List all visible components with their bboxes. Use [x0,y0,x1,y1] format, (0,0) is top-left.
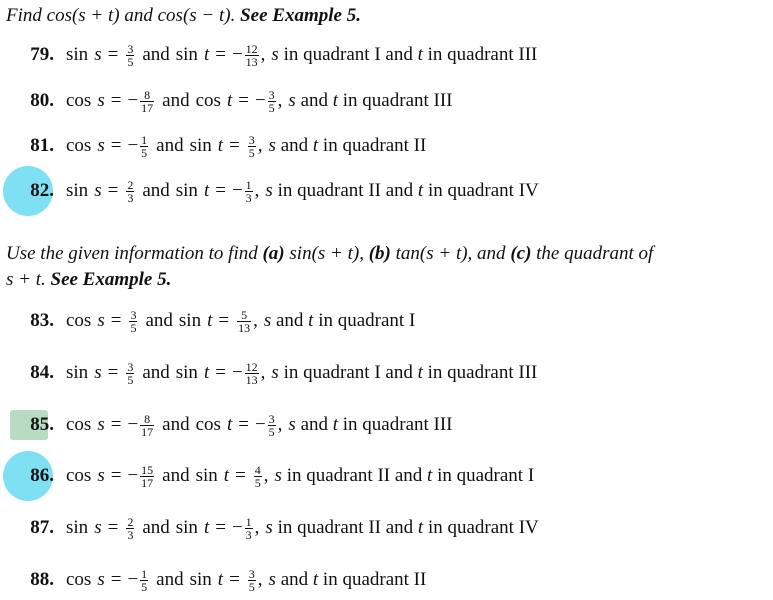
variable-2: t [226,90,233,111]
instruction-2-reference: See Example 5. [50,269,172,290]
function-2: sin [175,44,198,65]
function-2: sin [175,362,198,383]
fraction-2-numerator: 3 [268,411,275,426]
fraction-1-denominator: 17 [141,424,154,439]
equals-1: = [110,310,122,331]
equals-2: = [215,180,226,201]
exercise-82 [0,171,539,211]
exercise-85 [0,405,453,445]
function-1: cos [66,414,92,435]
exercise-80 [0,81,453,121]
connector-and: and [162,90,190,111]
variable-1: s [97,135,105,156]
equals-2: = [229,569,240,590]
instruction-2-part-c: (c) [510,243,532,264]
sign-2: − [231,44,243,65]
equals-2: = [215,517,226,538]
fraction-1-numerator: 2 [127,514,134,529]
exercise-number-text: 84. [30,362,54,383]
exercise-number-text: 88. [30,569,54,590]
equals-2: = [235,465,246,486]
connector-and: and [156,569,184,590]
sign-1: − [127,569,139,590]
fraction-1-denominator: 5 [141,579,148,594]
fraction-2-denominator: 5 [268,100,275,115]
exercise-86 [0,456,534,496]
exercise-88 [0,560,426,600]
exercise-number-text: 81. [30,135,54,156]
function-1: cos [66,90,92,111]
fraction-2-denominator: 3 [245,527,252,542]
fraction-2-numerator: 12 [245,41,258,56]
exercise-number-text: 79. [30,44,54,65]
quadrant-condition: s in quadrant II and t in quadrant IV [265,517,539,538]
fraction-2-denominator: 5 [254,475,261,490]
fraction-2-denominator: 5 [268,424,275,439]
variable-2: t [223,465,230,486]
variable-1: s [97,465,105,486]
fraction-1 [140,464,154,489]
exercise-expression: cos s = − $\frac{15}{17}$ and sin t = $\frac{4}{5}$ , s in quadrant II and t in quadrant I [66,462,535,490]
variable-2: t [203,180,210,201]
sign-1: − [127,90,139,111]
fraction-2 [245,179,253,204]
equals-1: = [107,362,119,383]
function-1: sin [66,180,89,201]
instruction-2-line-2 [6,268,171,292]
quadrant-condition: s and t in quadrant III [288,90,453,111]
quadrant-condition: s in quadrant II and t in quadrant IV [265,180,539,201]
fraction-2-numerator: 3 [248,132,255,147]
sign-2: − [231,362,243,383]
fraction-1-numerator: 3 [127,359,134,374]
exercise-expression: cos s = − $\frac{8}{17}$ and cos t = − $\frac{3}{5}$ , s and t in quadrant III [66,411,453,439]
equals-2: = [215,44,226,65]
variable-1: s [94,44,102,65]
function-2: sin [189,135,212,156]
exercise-number [0,569,54,591]
exercise-number [0,44,54,66]
exercise-expression: cos s = − $\frac{1}{5}$ and sin t = $\frac{3}{5}$ , s and t in quadrant II [66,132,427,160]
fraction-1-denominator: 5 [141,145,148,160]
quadrant-condition: s in quadrant II and t in quadrant I [274,465,535,486]
fraction-2-denominator: 5 [248,579,255,594]
sign-2: − [254,414,266,435]
exercise-number [0,465,54,487]
exercise-expression: sin s = $\frac{3}{5}$ and sin t = − $\frac{12}{13}$ , s in quadrant I and t in quadrant III [66,41,538,69]
fraction-2 [248,568,256,593]
exercise-expression: sin s = $\frac{3}{5}$ and sin t = − $\frac{12}{13}$ , s in quadrant I and t in quadrant III [66,359,538,387]
quadrant-condition: s and t in quadrant II [268,569,427,590]
function-2: sin [195,465,218,486]
sign-1: − [127,135,139,156]
equals-1: = [110,90,122,111]
fraction-2 [237,309,251,334]
instruction-2-text-g: the quadrant of [531,243,654,264]
equals-2: = [238,414,249,435]
fraction-1 [140,413,154,438]
equals-2: = [229,135,240,156]
instruction-2-text-e: tan(s + t), and [390,243,511,264]
equals-2: = [218,310,230,331]
variable-2: t [203,517,210,538]
variable-1: s [94,362,102,383]
equals-1: = [110,465,122,486]
fraction-1 [126,361,134,386]
variable-2: t [203,362,210,383]
instruction-1 [6,4,361,28]
fraction-2-numerator: 1 [245,177,252,192]
fraction-2-denominator: 13 [245,54,258,69]
fraction-2-numerator: 3 [248,566,255,581]
fraction-1-numerator: 3 [130,307,137,322]
instruction-2-text-a: Use the given information to find [6,243,263,264]
equals-1: = [110,569,122,590]
fraction-1-numerator: 3 [127,41,134,56]
exercise-number [0,135,54,157]
quadrant-condition: s in quadrant I and t in quadrant III [271,44,538,65]
connector-and: and [142,180,170,201]
exercise-expression: sin s = $\frac{2}{3}$ and sin t = − $\frac{1}{3}$ , s in quadrant II and t in quadrant IV [66,514,539,542]
connector-and: and [142,517,170,538]
quadrant-condition: s in quadrant I and t in quadrant III [271,362,538,383]
sign-1: − [127,414,139,435]
function-1: cos [66,569,92,590]
fraction-1-numerator: 8 [144,411,151,426]
exercise-number [0,362,54,384]
fraction-1-denominator: 5 [127,372,134,387]
fraction-1-denominator: 3 [127,190,134,205]
instruction-2-text-line2: s + t. [6,269,51,290]
equals-2: = [238,90,249,111]
variable-1: s [97,569,105,590]
fraction-2-denominator: 13 [238,320,251,335]
exercise-number-text: 82. [30,180,54,201]
fraction-1-numerator: 15 [141,462,154,477]
variable-1: s [97,414,105,435]
exercise-number-text: 83. [30,310,54,331]
fraction-2 [245,516,253,541]
exercise-79 [0,35,537,75]
fraction-1-numerator: 8 [144,87,151,102]
variable-2: t [217,569,224,590]
connector-and: and [156,135,184,156]
fraction-2-numerator: 4 [254,462,261,477]
instruction-2-text-c: sin(s + t), [284,243,369,264]
fraction-2-numerator: 12 [245,359,258,374]
fraction-2 [268,89,276,114]
exercise-number [0,90,54,112]
fraction-2 [268,413,276,438]
exercise-number [0,310,54,332]
variable-1: s [94,180,102,201]
function-2: sin [175,180,198,201]
fraction-1-denominator: 17 [141,475,154,490]
instruction-1-text: Find cos(s + t) and cos(s − t). [6,5,241,26]
fraction-2-numerator: 1 [245,514,252,529]
equals-1: = [107,517,119,538]
exercise-number [0,180,54,202]
variable-2: t [226,414,233,435]
function-2: cos [195,414,221,435]
function-1: cos [66,135,92,156]
function-1: sin [66,517,89,538]
instruction-1-reference: See Example 5. [240,5,361,26]
connector-and: and [162,414,190,435]
equals-1: = [107,180,119,201]
connector-and: and [142,44,170,65]
fraction-1 [129,309,137,334]
equals-1: = [107,44,119,65]
function-2: cos [195,90,221,111]
function-1: cos [66,465,92,486]
sign-2: − [231,180,243,201]
exercise-number [0,414,54,436]
exercise-number-text: 87. [30,517,54,538]
sign-2: − [231,517,243,538]
variable-2: t [217,135,224,156]
exercise-87 [0,508,539,548]
instruction-2 [6,242,653,266]
sign-2: − [254,90,266,111]
fraction-2-numerator: 5 [241,307,248,322]
variable-2: t [207,310,213,331]
fraction-1 [126,179,134,204]
exercise-number-text: 80. [30,90,54,111]
fraction-1 [140,89,154,114]
fraction-1-denominator: 5 [130,320,137,335]
equals-1: = [110,135,122,156]
exercise-expression: cos s = $\frac{3}{5}$ and sin t = $\frac{5}{13}$ , s and t in quadrant I [66,307,416,335]
function-1: sin [66,362,89,383]
variable-2: t [203,44,210,65]
fraction-1-denominator: 17 [141,100,154,115]
fraction-2 [248,134,256,159]
quadrant-condition: s and t in quadrant I [263,310,416,331]
fraction-2-denominator: 3 [245,190,252,205]
fraction-1 [140,568,148,593]
fraction-1 [140,134,148,159]
connector-and: and [145,310,173,331]
exercise-expression: cos s = − $\frac{1}{5}$ and sin t = $\frac{3}{5}$ , s and t in quadrant II [66,566,427,594]
sign-1: − [127,465,139,486]
fraction-1 [126,43,134,68]
exercise-number-text: 86. [30,465,54,486]
instruction-2-part-a: (a) [262,243,285,264]
fraction-1-numerator: 2 [127,177,134,192]
variable-1: s [94,517,102,538]
exercise-number [0,517,54,539]
fraction-1-numerator: 1 [141,566,148,581]
variable-1: s [97,90,105,111]
exercise-number-text: 85. [30,414,54,435]
fraction-2 [245,361,259,386]
function-1: sin [66,44,89,65]
equals-1: = [110,414,122,435]
exercise-84 [0,353,537,393]
quadrant-condition: s and t in quadrant II [268,135,427,156]
exercise-81 [0,126,426,166]
instruction-2-part-b: (b) [368,243,391,264]
connector-and: and [142,362,170,383]
connector-and: and [162,465,190,486]
equals-2: = [215,362,226,383]
fraction-1-denominator: 3 [127,527,134,542]
fraction-2-numerator: 3 [268,87,275,102]
fraction-1-numerator: 1 [141,132,148,147]
function-1: cos [66,310,92,331]
fraction-2-denominator: 5 [248,145,255,160]
fraction-2-denominator: 13 [245,372,258,387]
function-2: sin [175,517,198,538]
fraction-1-denominator: 5 [127,54,134,69]
fraction-2 [254,464,262,489]
fraction-1 [126,516,134,541]
exercise-expression: sin s = $\frac{2}{3}$ and sin t = − $\frac{1}{3}$ , s in quadrant II and t in quadrant IV [66,177,539,205]
function-2: sin [189,569,212,590]
exercise-expression: cos s = − $\frac{8}{17}$ and cos t = − $\frac{3}{5}$ , s and t in quadrant III [66,87,453,115]
function-2: sin [178,310,202,331]
exercise-83 [0,301,415,341]
variable-1: s [97,310,105,331]
fraction-2 [245,43,259,68]
quadrant-condition: s and t in quadrant III [288,414,453,435]
